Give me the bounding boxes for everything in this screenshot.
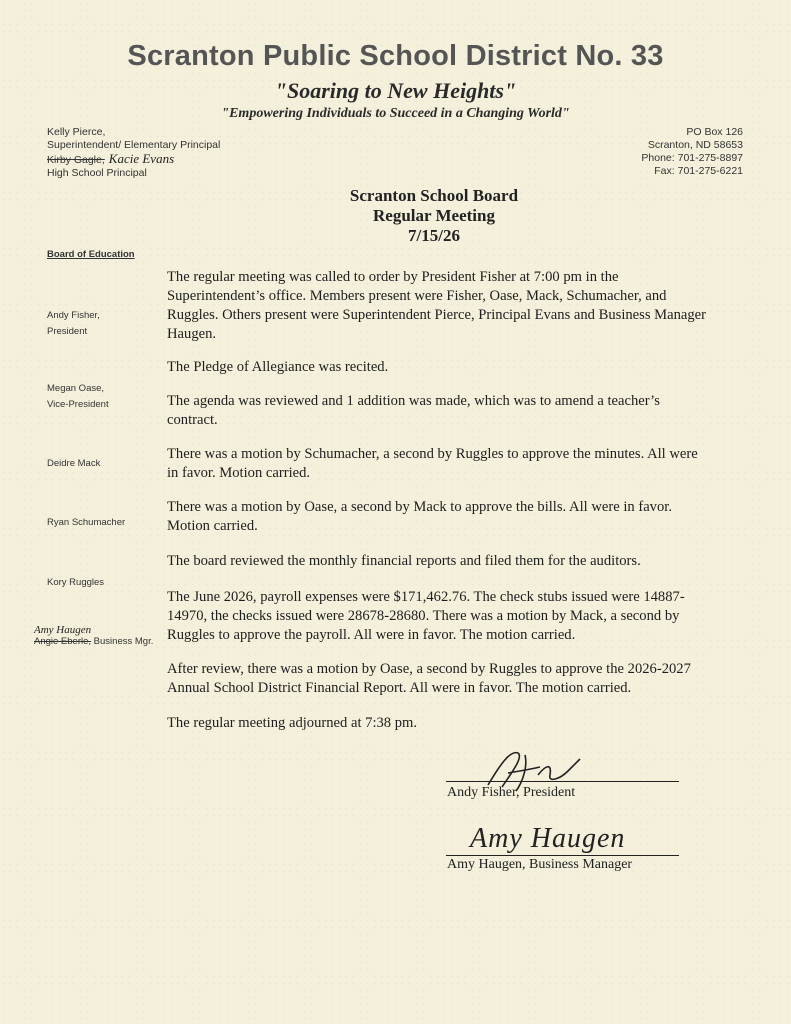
district-tagline: "Empowering Individuals to Succeed in a Changing World" <box>221 106 570 121</box>
principal-name-line <box>47 152 220 167</box>
fax-number: Fax: 701-275-6221 <box>654 165 743 177</box>
board-member <box>47 515 125 531</box>
member-name: Kory Ruggles <box>47 577 105 588</box>
minutes-paragraph: The June 2026, payroll expenses were $171,462.76. The check stubs issued were 14887-14970, the checks issued were 28678-28680. There was a motion by Mack, a second by Ruggles to approve the payroll. All were in favor. The motion carried. <box>167 589 685 643</box>
minutes-paragraph: There was a motion by Schumacher, a second by Ruggles to approve the minutes. All were in favor. Motion carried. <box>167 446 698 481</box>
struck-business-manager-name: Angie Eberle, <box>34 636 92 647</box>
business-manager-role: Business Mgr. <box>91 636 154 647</box>
minutes-paragraph: There was a motion by Oase, a second by Mack to approve the bills. All were in favor. Motion carried. <box>167 499 672 534</box>
minutes-paragraph: The Pledge of Allegiance was recited. <box>167 359 389 375</box>
po-box: PO Box 126 <box>686 126 743 138</box>
board-of-education-heading: Board of Education <box>47 249 135 260</box>
member-name: Ryan Schumacher <box>47 517 126 528</box>
district-motto: "Soaring to New Heights" <box>274 78 517 103</box>
heading-board: Scranton School Board <box>349 186 519 205</box>
left-contact-block <box>47 126 220 180</box>
phone-number: Phone: 701-275-8897 <box>641 152 743 164</box>
business-manager-signature-line <box>446 855 679 856</box>
board-member <box>47 381 109 413</box>
district-name: Scranton Public School District No. 33 <box>127 40 664 72</box>
heading-meeting-type: Regular Meeting <box>373 206 495 225</box>
handwritten-principal-name: Kacie Evans <box>108 151 175 166</box>
member-name: Megan Oase, <box>47 383 105 394</box>
president-signature-label: Andy Fisher, President <box>447 785 576 800</box>
member-role: Vice-President <box>47 399 109 410</box>
city-state-zip: Scranton, ND 58653 <box>647 139 743 151</box>
superintendent-name: Kelly Pierce, <box>47 126 106 138</box>
business-manager-signature: Amy Haugen <box>470 823 626 854</box>
board-member <box>47 575 104 591</box>
handwritten-business-manager: Amy Haugen <box>34 624 92 636</box>
member-name: Deidre Mack <box>47 458 101 469</box>
member-role: President <box>47 326 88 337</box>
business-manager-signature-label: Amy Haugen, Business Manager <box>447 857 633 872</box>
president-signature-line <box>446 781 679 782</box>
minutes-paragraph: After review, there was a motion by Oase, a second by Ruggles to approve the 2026-2027 Annual School District Financial Report. All were in favor. The motion carried. <box>167 661 691 696</box>
minutes-paragraph: The board reviewed the monthly financial reports and filed them for the auditors. <box>167 553 641 569</box>
member-name: Andy Fisher, <box>47 310 100 321</box>
board-member <box>47 308 100 340</box>
minutes-paragraph: The regular meeting was called to order by President Fisher at 7:00 pm in the Superintendent’s office. Members present were Fisher, Oase, Mack, Schumacher, and Ruggles. Others present were Superintendent Pierce, Principal Evans and Business Manager Haugen. <box>167 269 707 342</box>
heading-date: 7/15/26 <box>408 226 460 245</box>
business-manager-entry <box>34 624 153 648</box>
minutes-paragraph: The agenda was reviewed and 1 addition was made, which was to amend a teacher’s contract. <box>167 393 660 428</box>
right-contact-block <box>641 126 743 178</box>
superintendent-title: Superintendent/ Elementary Principal <box>47 139 221 151</box>
document-heading <box>0 186 791 246</box>
principal-title: High School Principal <box>47 167 147 179</box>
minutes-paragraph: The regular meeting adjourned at 7:38 pm. <box>167 715 418 731</box>
struck-principal-name: Kirby Gagle, <box>47 154 105 166</box>
board-member <box>47 456 100 472</box>
